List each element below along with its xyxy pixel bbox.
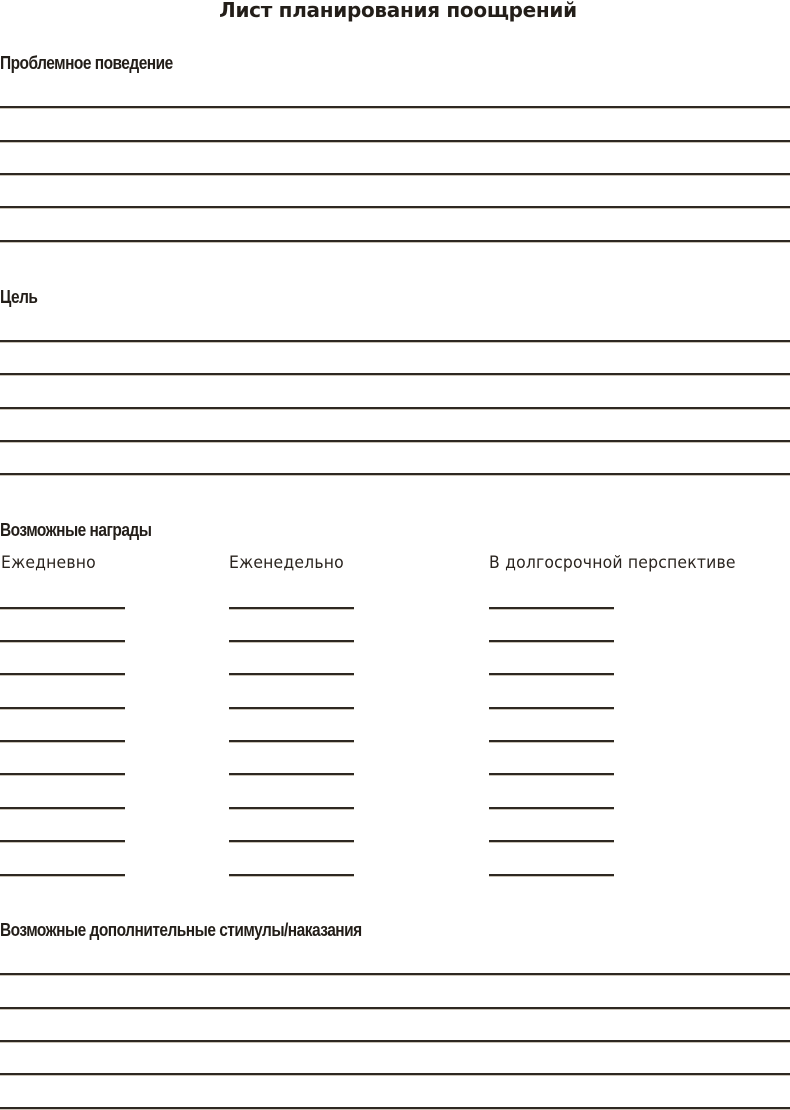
write-line[interactable] bbox=[489, 707, 614, 710]
write-line[interactable] bbox=[229, 740, 354, 743]
write-line[interactable] bbox=[229, 840, 354, 843]
section-heading-extra-incentives: Возможные дополнительные стимулы/наказания bbox=[0, 920, 362, 940]
write-line[interactable] bbox=[0, 1007, 790, 1010]
column-label-weekly: Еженедельно bbox=[229, 553, 344, 573]
write-line[interactable] bbox=[229, 874, 354, 877]
write-line[interactable] bbox=[0, 740, 125, 743]
write-line[interactable] bbox=[489, 740, 614, 743]
write-line[interactable] bbox=[229, 673, 354, 676]
write-line[interactable] bbox=[0, 1073, 790, 1076]
write-line[interactable] bbox=[0, 206, 790, 209]
write-line[interactable] bbox=[0, 140, 790, 143]
write-line[interactable] bbox=[0, 440, 790, 443]
write-line[interactable] bbox=[489, 640, 614, 643]
write-line[interactable] bbox=[0, 673, 125, 676]
write-line[interactable] bbox=[489, 773, 614, 776]
write-line[interactable] bbox=[0, 973, 790, 976]
write-line[interactable] bbox=[0, 707, 125, 710]
write-line[interactable] bbox=[0, 840, 125, 843]
write-line[interactable] bbox=[0, 240, 790, 243]
column-label-long-term: В долгосрочной перспективе bbox=[489, 553, 736, 573]
write-line[interactable] bbox=[489, 840, 614, 843]
section-heading-goal: Цель bbox=[0, 287, 38, 307]
write-line[interactable] bbox=[229, 707, 354, 710]
column-label-daily: Ежедневно bbox=[1, 553, 96, 573]
write-line[interactable] bbox=[0, 640, 125, 643]
write-line[interactable] bbox=[229, 640, 354, 643]
write-line[interactable] bbox=[0, 1040, 790, 1043]
write-line[interactable] bbox=[0, 373, 790, 376]
write-line[interactable] bbox=[489, 807, 614, 810]
write-line[interactable] bbox=[489, 874, 614, 877]
write-line[interactable] bbox=[0, 807, 125, 810]
write-line[interactable] bbox=[0, 340, 790, 343]
section-heading-problem-behavior: Проблемное поведение bbox=[0, 53, 173, 73]
write-line[interactable] bbox=[229, 807, 354, 810]
write-line[interactable] bbox=[0, 106, 790, 109]
write-line[interactable] bbox=[0, 173, 790, 176]
page-title: Лист планирования поощрений bbox=[219, 0, 577, 22]
write-line[interactable] bbox=[0, 874, 125, 877]
write-line[interactable] bbox=[0, 773, 125, 776]
write-line[interactable] bbox=[0, 407, 790, 410]
section-heading-possible-rewards: Возможные награды bbox=[0, 520, 152, 540]
write-line[interactable] bbox=[489, 673, 614, 676]
write-line[interactable] bbox=[0, 473, 790, 476]
write-line[interactable] bbox=[229, 607, 354, 610]
write-line[interactable] bbox=[0, 607, 125, 610]
write-line[interactable] bbox=[489, 607, 614, 610]
write-line[interactable] bbox=[229, 773, 354, 776]
